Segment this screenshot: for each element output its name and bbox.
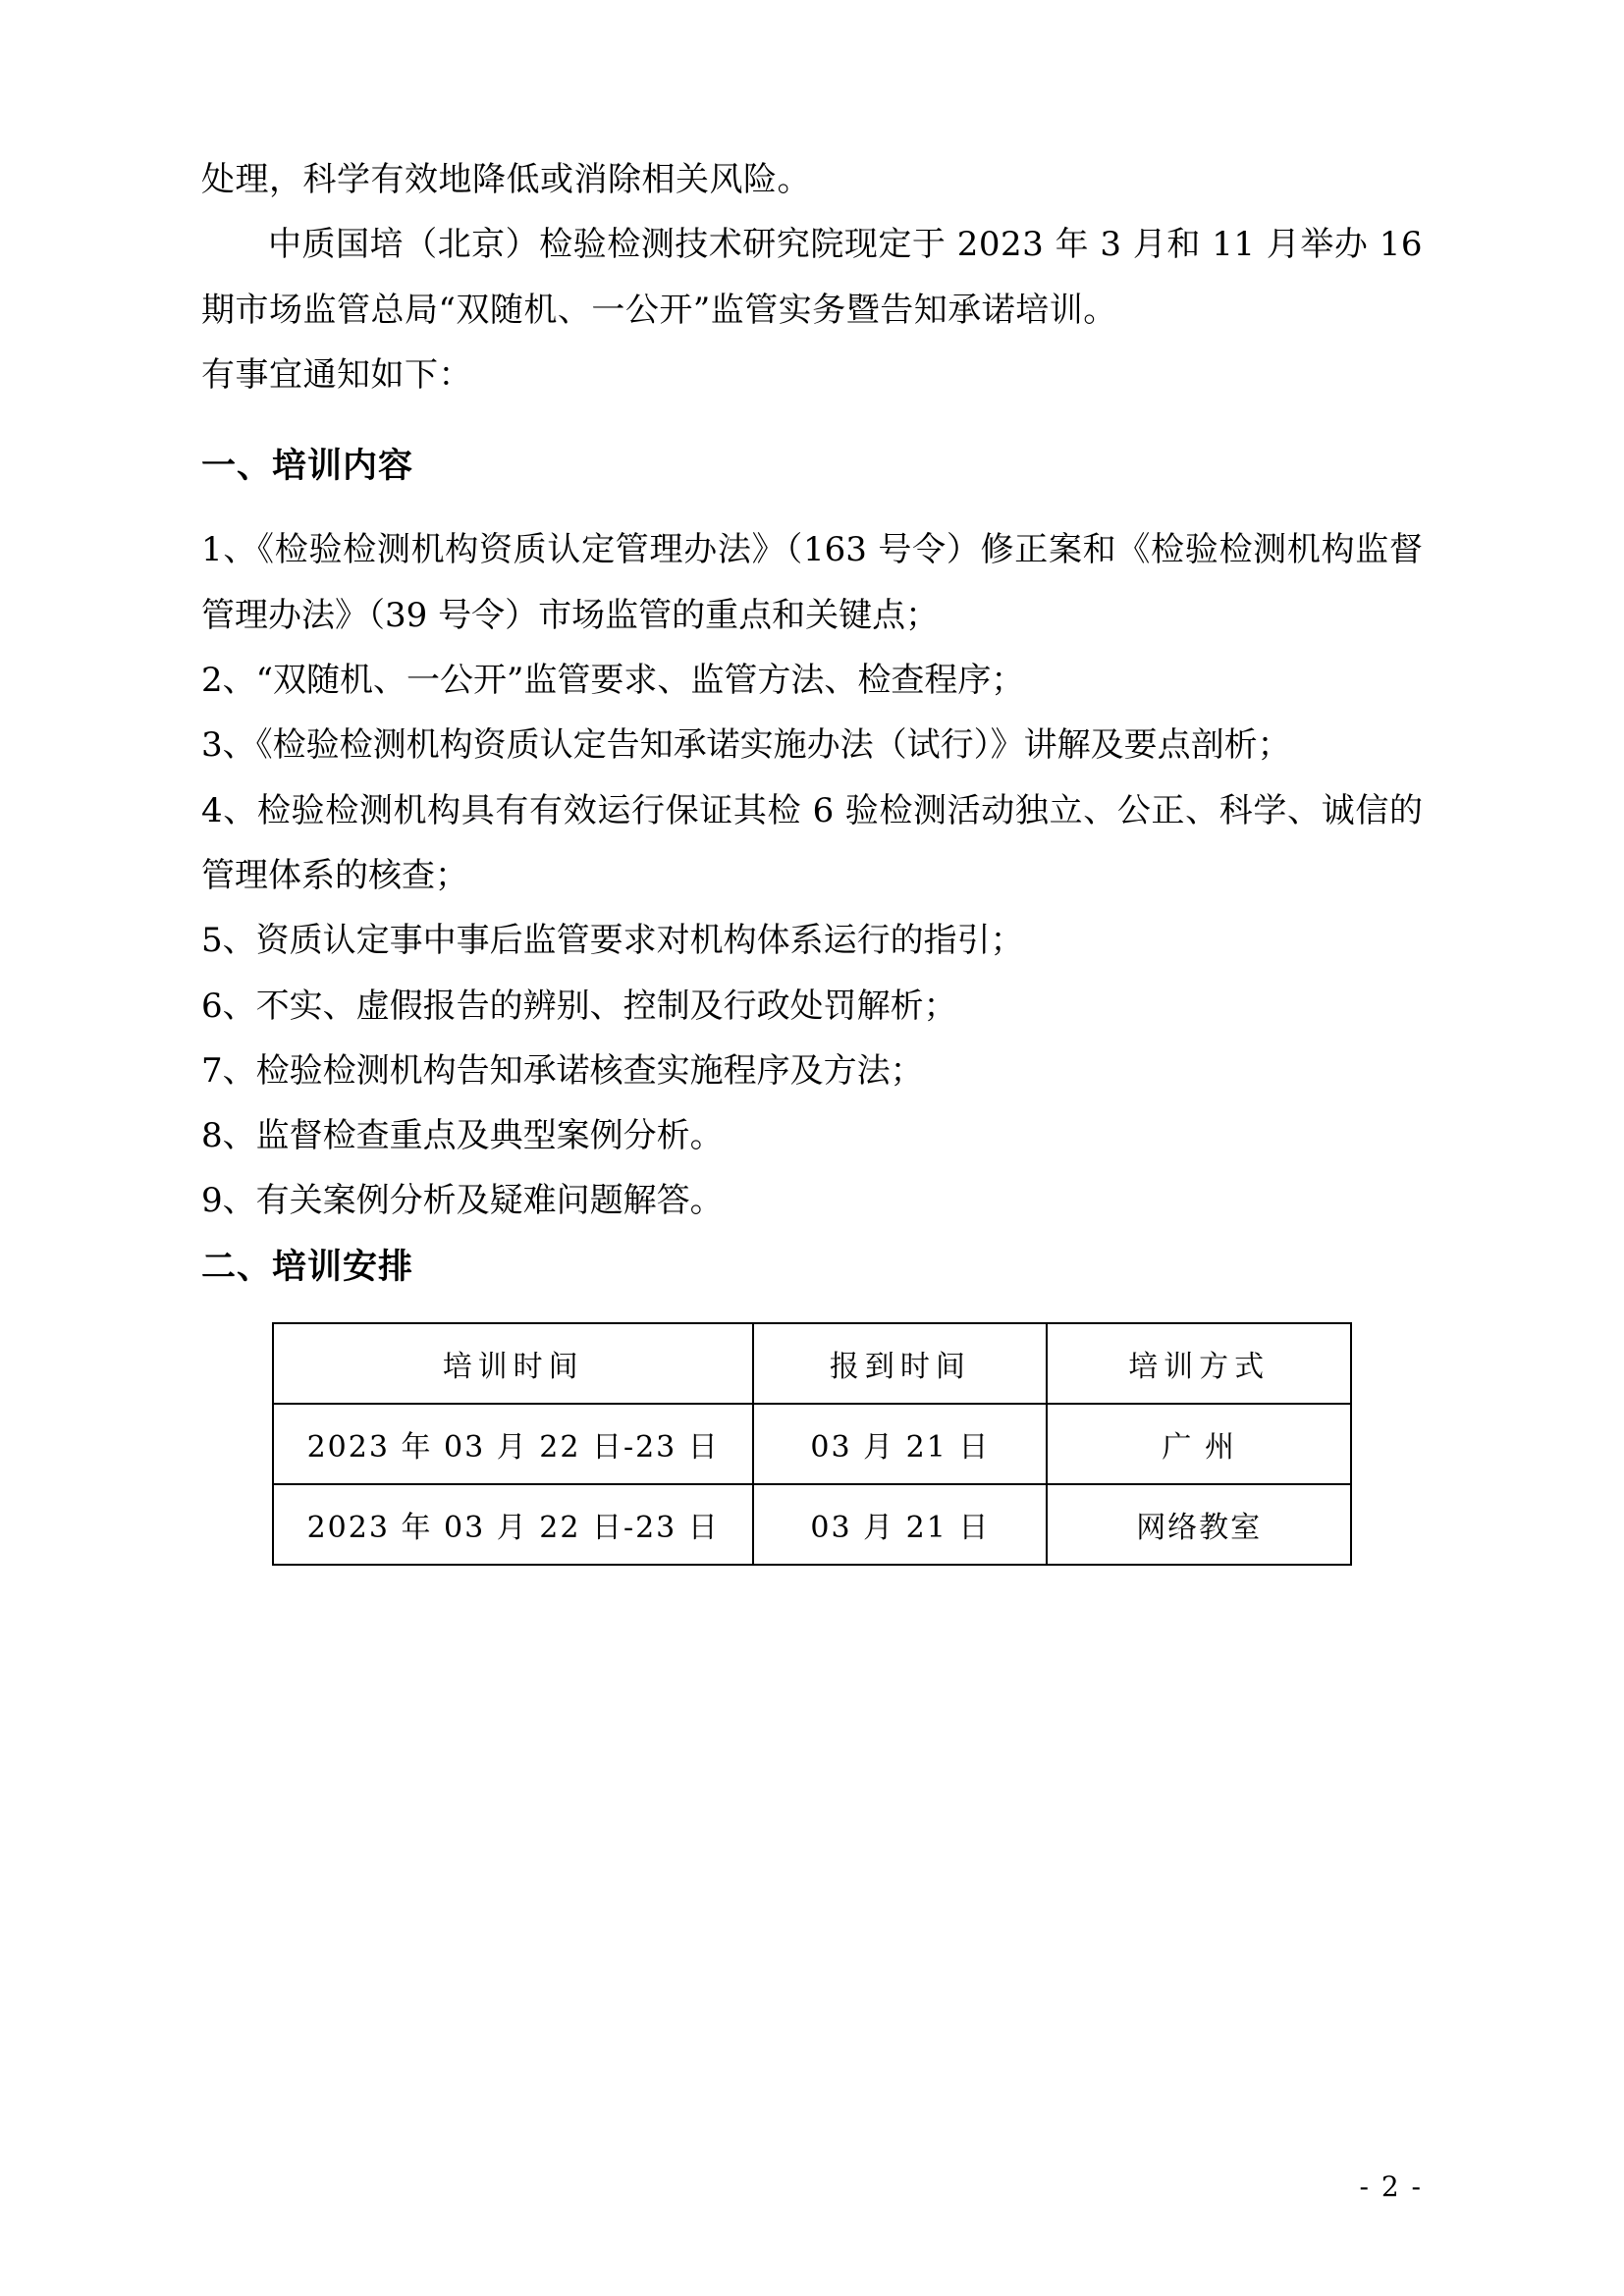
content-item: 6、不实、虚假报告的辨别、控制及行政处罚解析； (201, 986, 957, 1026)
page-number: - 2 - (1359, 2170, 1423, 2203)
content-item: 3、《检验检测机构资质认定告知承诺实施办法（试行）》讲解及要点剖析； (201, 725, 1291, 766)
table-cell-report-time: 03 月 21 日 (753, 1484, 1047, 1565)
table-cell-training-time: 2023 年 03 月 22 日-23 日 (273, 1404, 753, 1484)
table-cell-training-mode: 网络教室 (1047, 1484, 1351, 1565)
content-item: 9、有关案例分析及疑难问题解答。 (201, 1181, 724, 1221)
section-heading-training-content: 一、培训内容 (201, 446, 414, 487)
table-header-row (273, 1323, 1351, 1404)
paragraph-notice-intro: 有事宜通知如下： (201, 354, 472, 395)
table-cell-report-time: 03 月 21 日 (753, 1404, 1047, 1484)
section-heading-training-schedule: 二、培训安排 (201, 1246, 414, 1287)
table-row (273, 1404, 1351, 1484)
content-item: 4、检验检测机构具有有效运行保证其检 6 验检测活动独立、公正、科学、诚信的管理体系的核查； (201, 790, 1423, 895)
content-item: 8、监督检查重点及典型案例分析。 (201, 1116, 724, 1156)
spacer (201, 500, 1423, 517)
content-item: 5、资质认定事中事后监管要求对机构体系运行的指引； (201, 921, 1024, 961)
table-cell-training-time: 2023 年 03 月 22 日-23 日 (273, 1484, 753, 1565)
table-row (273, 1484, 1351, 1565)
content-item: 1、《检验检测机构资质认定管理办法》（163 号令）修正案和《检验检测机构监督管理办法》（39 号令）市场监管的重点和关键点； (201, 530, 1423, 635)
paragraph-announcement: 中质国培（北京）检验检测技术研究院现定于 2023 年 3 月和 11 月举办 16 期市场监管总局“双随机、一公开”监管实务暨告知承诺培训。 (201, 225, 1423, 330)
content-item: 2、“双随机、一公开”监管要求、监管方法、检查程序； (201, 661, 1025, 701)
paragraph-continuation: 处理，科学有效地降低或消除相关风险。 (201, 160, 811, 199)
table-header-cell: 报到时间 (753, 1323, 1047, 1404)
table-header-cell: 培训时间 (273, 1323, 753, 1404)
table-cell-training-mode: 广 州 (1047, 1404, 1351, 1484)
schedule-table (272, 1322, 1352, 1566)
spacer (201, 407, 1423, 433)
content-item: 7、检验检测机构告知承诺核查实施程序及方法； (201, 1050, 924, 1091)
table-header-cell: 培训方式 (1047, 1323, 1351, 1404)
